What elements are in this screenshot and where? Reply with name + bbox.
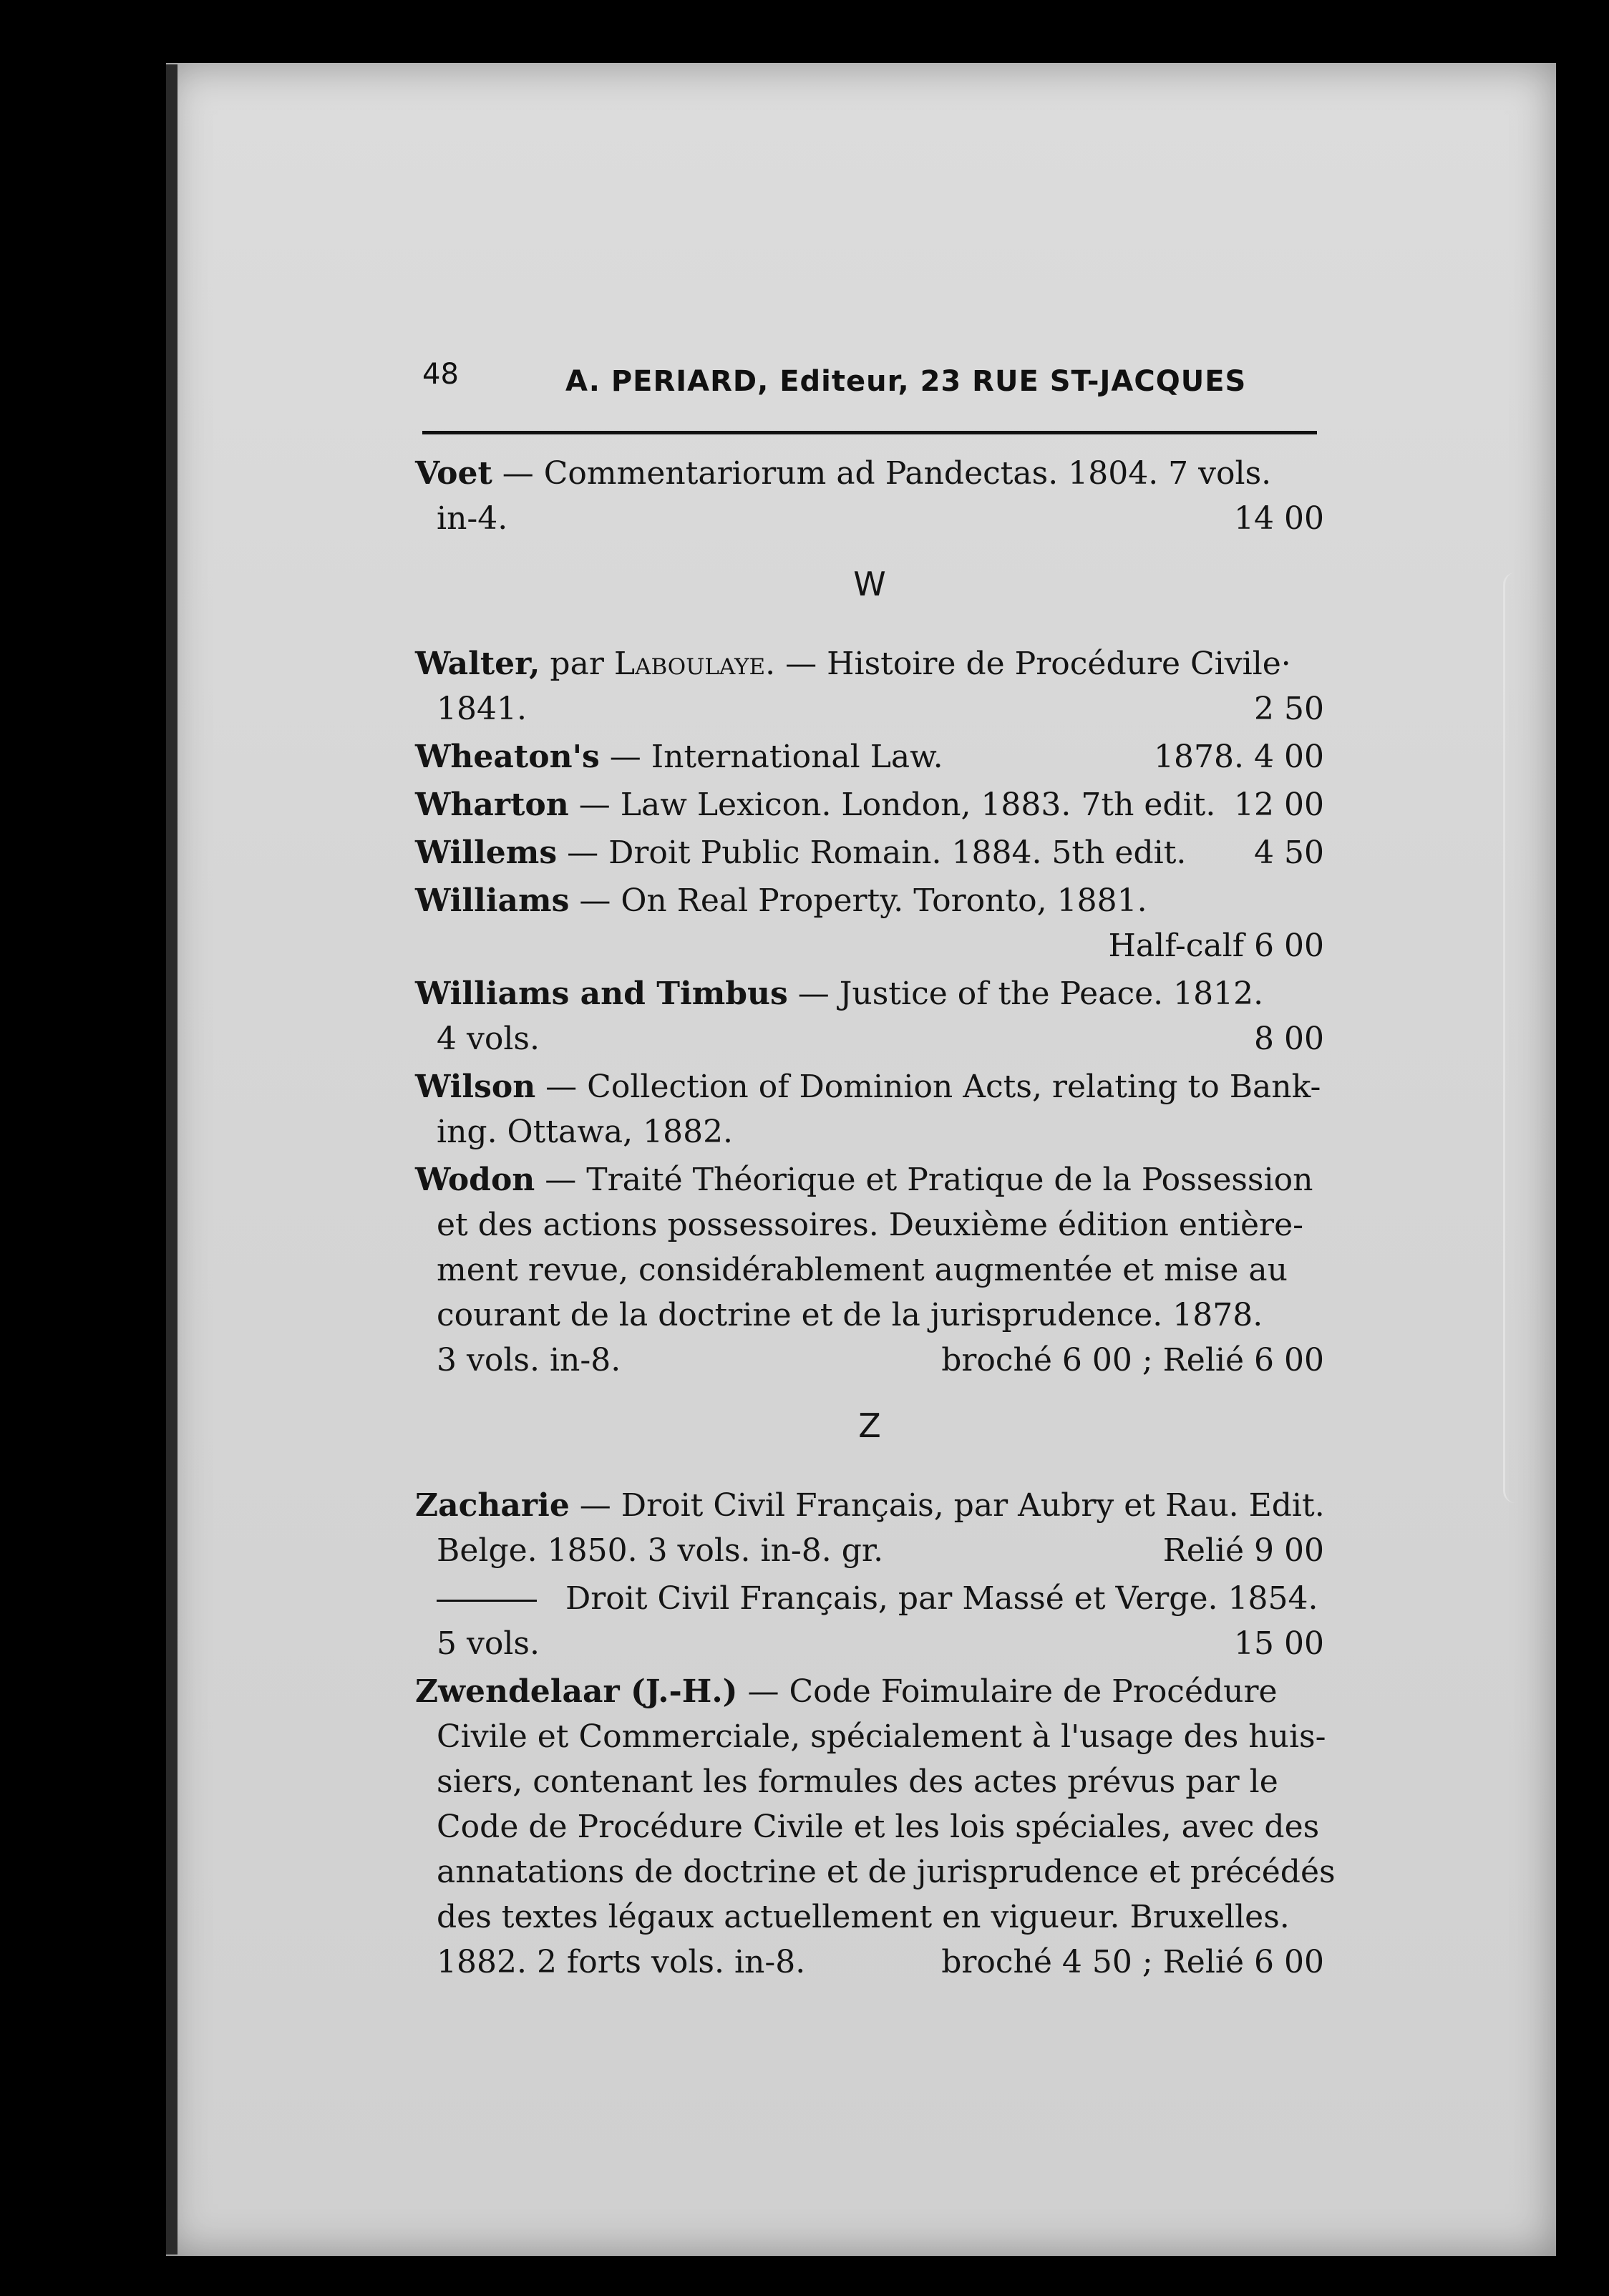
entry-wilson bbox=[415, 1064, 1324, 1154]
entry-author: Wheaton's bbox=[415, 739, 600, 775]
entry-title: — Collection of Dominion Acts, relating to Bank- bbox=[535, 1069, 1321, 1105]
section-letter-w: W bbox=[853, 565, 886, 603]
entry-line bbox=[415, 1804, 1324, 1849]
entry-continuation: ment revue, considérablement augmentée et mise au bbox=[437, 1252, 1288, 1288]
entry-price: 2 50 bbox=[1254, 691, 1324, 727]
entry-line bbox=[415, 1247, 1324, 1293]
entry-author: Wodon bbox=[415, 1162, 535, 1198]
entry-format: 4 vols. bbox=[437, 1021, 540, 1057]
entry-continuation: courant de la doctrine et de la jurisprudence. 1878. bbox=[437, 1297, 1263, 1333]
entry-author: Voet bbox=[415, 455, 492, 492]
entry-price: broché 6 00 ; Relié 6 00 bbox=[941, 1342, 1324, 1378]
entry-line bbox=[415, 878, 1324, 923]
entry-line bbox=[415, 1576, 1324, 1621]
entry-zacharie-ditto bbox=[415, 1576, 1324, 1666]
entry-author: Willems bbox=[415, 835, 558, 871]
entry-format: 1882. 2 forts vols. in-8. bbox=[437, 1944, 806, 1980]
section-letter-z: Z bbox=[858, 1406, 881, 1445]
entry-author: Williams bbox=[415, 882, 570, 919]
entry-continuation: ing. Ottawa, 1882. bbox=[437, 1114, 734, 1150]
entry-title: — Justice of the Peace. 1812. bbox=[787, 976, 1264, 1012]
entry-year: 1878. bbox=[1154, 739, 1245, 775]
entry-line bbox=[415, 1621, 1324, 1666]
entry-editor: Laboulaye. bbox=[613, 646, 776, 682]
entry-title: — Commentariorum ad Pandectas. 1804. 7 vols. bbox=[502, 455, 1272, 492]
entry-price: 12 00 bbox=[1234, 787, 1324, 823]
running-head: A. PERIARD, Editeur, 23 RUE ST-JACQUES bbox=[565, 365, 1247, 398]
entry-line bbox=[415, 1759, 1324, 1804]
entry-continuation: et des actions possessoires. Deuxième édition entière- bbox=[437, 1207, 1303, 1243]
entry-pre: par bbox=[540, 646, 614, 682]
entry-author: Wharton bbox=[415, 787, 569, 823]
entry-zacharie bbox=[415, 1483, 1324, 1573]
entry-line bbox=[415, 1338, 1324, 1383]
entry-willems bbox=[415, 830, 1324, 875]
entry-author: Walter, bbox=[415, 646, 540, 682]
entry-line bbox=[415, 1940, 1324, 1985]
header-rule bbox=[422, 431, 1317, 434]
entry-continuation: Code de Procédure Civile et les lois spéciales, avec des bbox=[437, 1809, 1320, 1845]
entry-williams-timbus bbox=[415, 971, 1324, 1061]
entry-voet bbox=[415, 451, 1324, 541]
entry-year: 1841. bbox=[437, 691, 527, 727]
entry-line bbox=[415, 1669, 1324, 1714]
entry-title: — Law Lexicon. London, 1883. 7th edit. bbox=[568, 787, 1216, 823]
entry-format: in-4. bbox=[437, 500, 508, 537]
page-spine-shadow bbox=[166, 64, 178, 2254]
entry-line bbox=[415, 1293, 1324, 1338]
entry-price: 8 00 bbox=[1254, 1021, 1324, 1057]
entry-line bbox=[415, 1849, 1336, 1894]
entry-line bbox=[415, 1157, 1324, 1202]
entry-line bbox=[415, 1202, 1324, 1247]
entry-line bbox=[415, 496, 1324, 541]
entry-title: — Histoire de Procédure Civile· bbox=[775, 646, 1291, 682]
page-header bbox=[422, 358, 1317, 415]
entry-line bbox=[415, 923, 1324, 968]
entry-line bbox=[415, 686, 1324, 731]
entry-line bbox=[415, 1714, 1324, 1759]
entry-continuation: annatations de doctrine et de jurisprudence et précédés bbox=[437, 1854, 1336, 1890]
entry-line bbox=[415, 1894, 1324, 1940]
entry-price: 4 50 bbox=[1254, 835, 1324, 871]
entry-price: Relié 9 00 bbox=[1162, 1532, 1324, 1569]
entry-continuation: des textes légaux actuellement en vigueur. Bruxelles. bbox=[437, 1899, 1290, 1935]
entry-price: 6 00 bbox=[1254, 928, 1324, 964]
page-number: 48 bbox=[422, 358, 459, 391]
entry-line bbox=[415, 1528, 1324, 1573]
entry-continuation: siers, contenant les formules des actes prévus par le bbox=[437, 1764, 1278, 1800]
entry-author: Zacharie bbox=[415, 1487, 570, 1524]
ditto-dash bbox=[437, 1600, 537, 1602]
entry-line bbox=[415, 1109, 1324, 1154]
entry-title: — International Law. bbox=[599, 739, 943, 775]
entry-price: 4 00 bbox=[1254, 739, 1324, 775]
entry-title: — Droit Civil Français, par Aubry et Rau. Edit. bbox=[569, 1487, 1325, 1524]
entry-wheaton bbox=[415, 734, 1324, 779]
entry-author: Williams and Timbus bbox=[415, 976, 788, 1012]
entry-wodon bbox=[415, 1157, 1324, 1383]
entry-williams bbox=[415, 878, 1324, 968]
entry-zwendelaar bbox=[415, 1669, 1336, 1985]
entry-author: Wilson bbox=[415, 1069, 536, 1105]
entry-line bbox=[415, 641, 1324, 686]
entry-walter bbox=[415, 641, 1324, 731]
entry-line bbox=[415, 1016, 1324, 1061]
entry-binding: Half-calf bbox=[1108, 928, 1245, 964]
entry-price: broché 4 50 ; Relié 6 00 bbox=[941, 1944, 1324, 1980]
page-edge-fold bbox=[1503, 573, 1515, 1503]
entry-format: 5 vols. bbox=[437, 1625, 540, 1662]
entry-title: Droit Civil Français, par Massé et Verge. 1854. bbox=[565, 1580, 1318, 1617]
entry-line bbox=[415, 971, 1324, 1016]
entry-line bbox=[415, 734, 1324, 779]
entry-title: — Traité Théorique et Pratique de la Possession bbox=[535, 1162, 1313, 1198]
entry-title: — Code Foimulaire de Procédure bbox=[737, 1673, 1278, 1710]
entry-wharton bbox=[415, 782, 1324, 827]
entry-price: 15 00 bbox=[1234, 1625, 1324, 1662]
entry-line bbox=[415, 1064, 1324, 1109]
entry-title: — Droit Public Romain. 1884. 5th edit. bbox=[557, 835, 1187, 871]
catalog-listing bbox=[415, 451, 1336, 1988]
entry-price: 14 00 bbox=[1234, 500, 1324, 537]
entry-continuation: Civile et Commerciale, spécialement à l'usage des huis- bbox=[437, 1718, 1326, 1755]
entry-line bbox=[415, 830, 1324, 875]
entry-title: — On Real Property. Toronto, 1881. bbox=[569, 882, 1147, 919]
entry-format: Belge. 1850. 3 vols. in-8. gr. bbox=[437, 1532, 884, 1569]
entry-format: 3 vols. in-8. bbox=[437, 1342, 621, 1378]
entry-line bbox=[415, 1483, 1324, 1528]
entry-author: Zwendelaar (J.-H.) bbox=[415, 1673, 738, 1710]
entry-line bbox=[415, 451, 1324, 496]
entry-line bbox=[415, 782, 1324, 827]
